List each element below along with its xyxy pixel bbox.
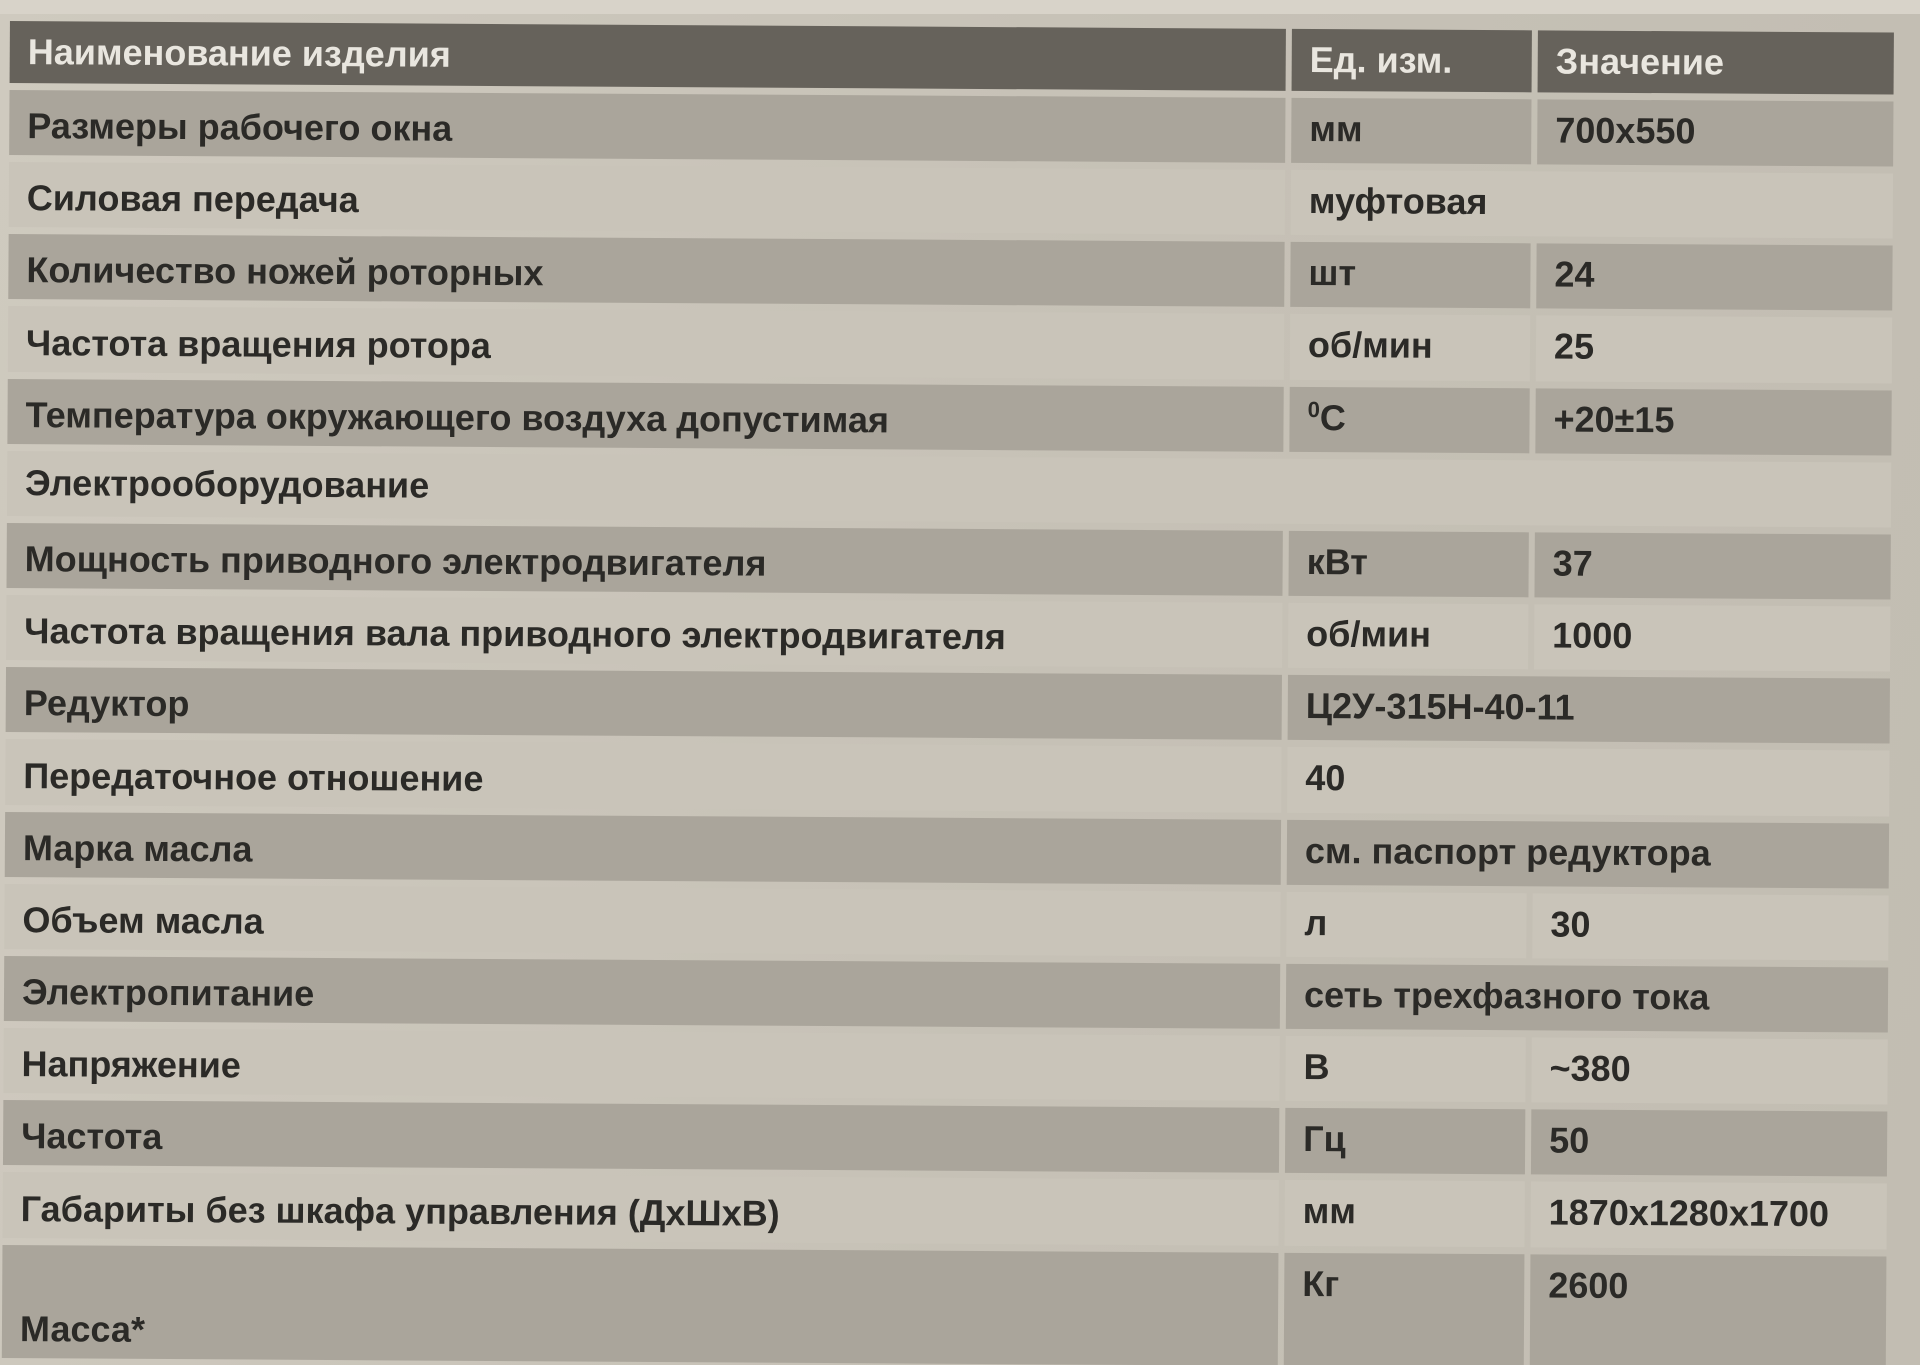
param-unit: кВт [1288, 531, 1528, 598]
param-unit: об/мин [1290, 314, 1530, 381]
table-row [6, 595, 1890, 672]
table-row [2, 1245, 1887, 1365]
table-row [3, 1028, 1887, 1105]
param-value: 50 [1531, 1110, 1887, 1177]
param-unit: мм [1291, 98, 1531, 165]
table-row [7, 379, 1891, 456]
param-name: Масса* [2, 1245, 1279, 1365]
table-row [6, 523, 1890, 600]
table-row [5, 812, 1889, 889]
degree-sup: 0 [1307, 396, 1320, 422]
table-row [8, 306, 1892, 383]
param-name: Частота вращения вала приводного электродвигателя [6, 595, 1282, 668]
param-name: Температура окружающего воздуха допустимая [7, 379, 1283, 452]
table-row [9, 162, 1893, 239]
param-value: см. паспорт редуктора [1287, 819, 1889, 888]
param-value: 1870х1280х1700 [1530, 1182, 1886, 1249]
spec-body [2, 90, 1894, 1365]
param-name: Электропитание [4, 956, 1280, 1029]
param-value: Ц2У-315Н-40-11 [1288, 675, 1890, 744]
param-unit: л [1286, 892, 1526, 959]
param-name: Передаточное отношение [5, 739, 1281, 812]
table-row [6, 667, 1890, 744]
header-name: Наименование изделия [10, 21, 1286, 91]
param-name: Мощность приводного электродвигателя [6, 523, 1282, 596]
param-name: Марка масла [5, 812, 1281, 885]
param-unit: мм [1285, 1180, 1525, 1247]
param-value: 700х550 [1537, 99, 1893, 166]
param-unit: об/мин [1288, 603, 1528, 670]
param-unit: Гц [1285, 1108, 1525, 1175]
param-value: 24 [1536, 244, 1892, 311]
table-row [4, 884, 1888, 961]
param-name: Количество ножей роторных [8, 234, 1284, 307]
header-unit: Ед. изм. [1292, 29, 1532, 92]
param-value: ~380 [1531, 1037, 1887, 1104]
param-value: муфтовая [1291, 170, 1893, 239]
param-name: Габариты без шкафа управления (ДхШхВ) [3, 1172, 1279, 1245]
header-row [10, 21, 1894, 95]
table-row [9, 90, 1893, 167]
param-value: +20±15 [1535, 388, 1891, 455]
param-value: 25 [1536, 316, 1892, 383]
param-name: Размеры рабочего окна [9, 90, 1285, 163]
param-name: Частота [3, 1100, 1279, 1173]
param-value: 1000 [1534, 604, 1890, 671]
table-row [3, 1100, 1887, 1177]
table-row [8, 234, 1892, 311]
table-row [4, 956, 1888, 1033]
spec-table [0, 14, 1900, 1365]
param-value: 40 [1287, 747, 1889, 816]
param-value: 30 [1532, 893, 1888, 960]
header-value: Значение [1538, 30, 1894, 94]
unit-symbol: С [1319, 396, 1346, 438]
param-unit: В [1285, 1036, 1525, 1103]
param-name: Силовая передача [9, 162, 1285, 235]
param-name: Объем масла [4, 884, 1280, 957]
paper-top-edge [0, 0, 1920, 14]
param-name: Напряжение [3, 1028, 1279, 1101]
param-value: 37 [1534, 532, 1890, 599]
param-name: Редуктор [6, 667, 1282, 740]
table-row [3, 1172, 1887, 1249]
param-unit [1289, 386, 1529, 453]
section-title: Электрооборудование [7, 451, 1891, 528]
param-unit: шт [1290, 242, 1530, 309]
param-unit: Кг [1284, 1252, 1525, 1365]
table-row [5, 739, 1889, 816]
param-value: сеть трехфазного тока [1286, 964, 1888, 1033]
param-value: 2600 [1530, 1254, 1887, 1365]
table-row [7, 451, 1891, 528]
param-name: Частота вращения ротора [8, 306, 1284, 379]
